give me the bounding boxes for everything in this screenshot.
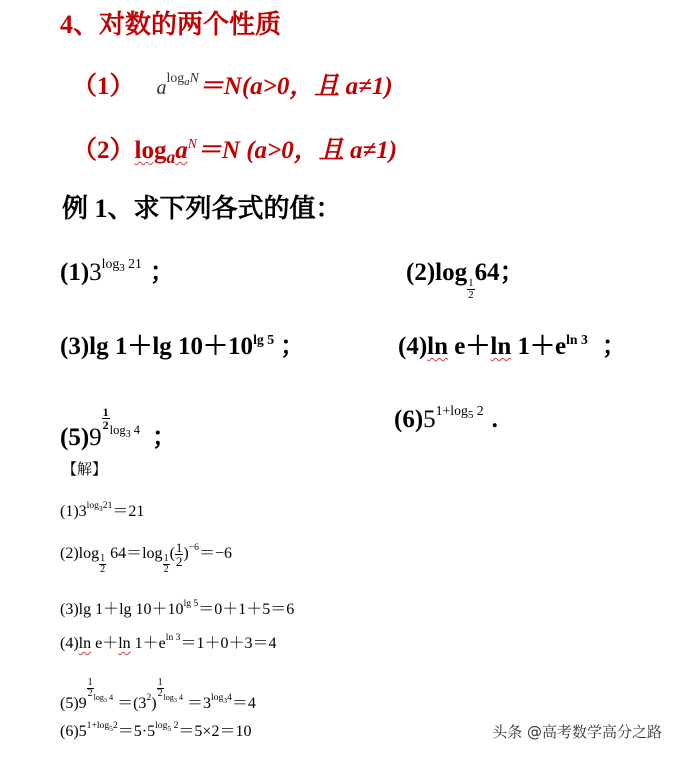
- property-1: [72, 66, 393, 102]
- problem-3: (3)lg 1＋lg $10+10^{lg 5}$ ；: [60, 331, 306, 360]
- solution-header: 【解】: [62, 460, 108, 478]
- example-title: 例 1、求下列各式的值：: [62, 194, 342, 223]
- property-2-power: N: [187, 136, 197, 152]
- solution-3: (3)lg 1＋lg $10+10^{lg 5}=0+1+5=6$: [60, 598, 295, 618]
- problem-5: (5)9 $\frac{1}{2}$ $^{log_3 4}$ ；: [60, 405, 178, 451]
- property-1-result: ＝N(a>0，且 a≠1): [198, 73, 393, 100]
- problem-5-exponent: log3 4: [109, 422, 141, 440]
- solution-1: $(1)3^{log_321}=21$: [60, 500, 145, 520]
- property-1-exponent: logaN: [166, 69, 199, 88]
- problem-1-exponent: log3 21: [101, 255, 142, 274]
- solution-5: (5)9 $\frac{1}{2}$ $^{log_3 4} =(3^2)$ $\frac{1}{2}$ $^{log_3 4} =3^{log_34}=4$: [60, 677, 256, 712]
- problem-6: $(6)5^{1+log_5 2}$ .: [394, 402, 498, 433]
- problem-2-base-fraction: $\frac{1}{2}$: [468, 277, 474, 301]
- problem-4: (4)ln e＋ln $1+e^{ln 3}$ ；: [398, 331, 627, 360]
- solution-4: (4)ln e＋ln $1+e^{ln 3}=1+0+3=4$: [60, 632, 277, 652]
- property-2-log: $\log_aa$: [134, 137, 188, 168]
- property-1-base: a: [156, 77, 167, 99]
- solution-6: $(6)5^{1+log_52}=5\cdot 5^{log_5 2}=5\times 2=10$: [60, 720, 252, 740]
- problem-6-exponent: 1+log5 2: [435, 402, 484, 421]
- property-2: [72, 130, 397, 166]
- problem-2: (2)log $\frac{1}{2}$ 64；: [406, 259, 525, 301]
- problem-5-fraction: $\frac{1}{2}$: [102, 405, 109, 432]
- property-2-label: （2）: [72, 137, 135, 164]
- property-1-label: （1）: [72, 73, 135, 100]
- watermark: 头条 @高考数学高分之路: [492, 723, 662, 741]
- section-heading: 4、对数的两个性质: [60, 10, 282, 39]
- solution-2: (2)log $\frac{1}{2}$ 64＝log $\frac{1}{2}$ ( $\frac{1}{2}$ )$^{-6}$＝−6: [60, 539, 232, 575]
- problem-1: $(1)3^{log_3 21}$ ；: [60, 255, 175, 286]
- property-2-result: ＝N (a>0，且 a≠1): [196, 137, 398, 164]
